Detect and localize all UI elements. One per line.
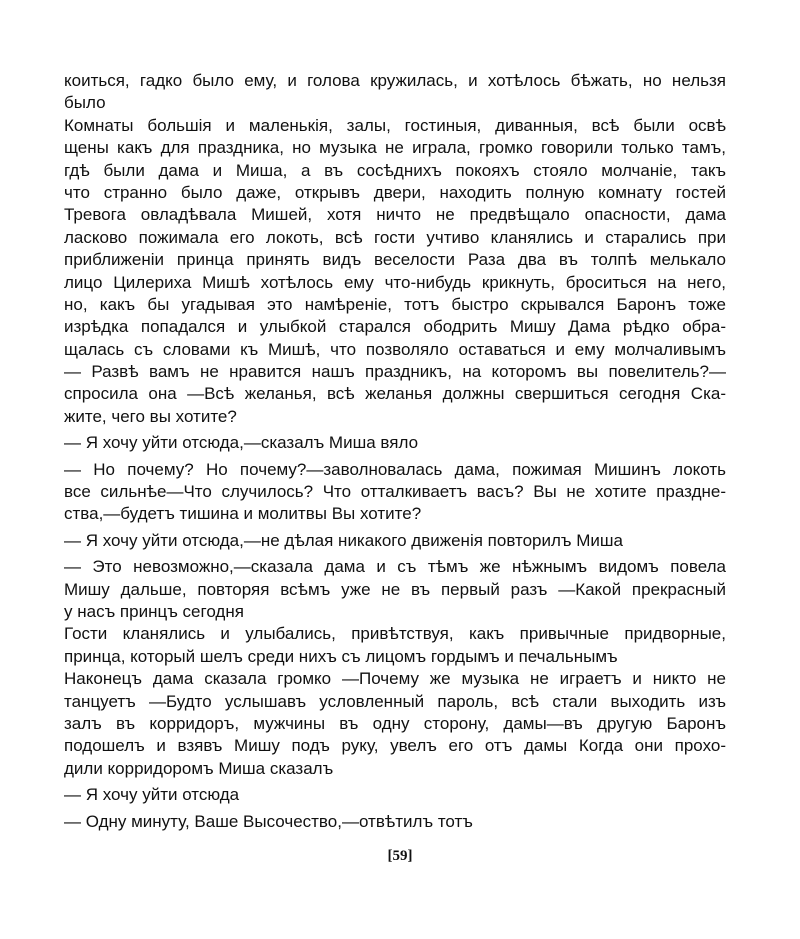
text-line: но, какъ бы угадывая это намѣренiе, тотъ быстро скрывался Баронъ тоже	[64, 294, 726, 314]
text-line: щены какъ для праздника, но музыка не играла, громко говорили только тамъ,	[64, 138, 726, 158]
text-line: щалась съ словами къ Мишѣ, что позволяло оставаться и ему молчаливымъ	[64, 339, 726, 359]
text-line: изрѣдка попадался и улыбкой старался ободрить Мишу Дама рѣдко обра-	[64, 317, 726, 337]
text-line: — Я хочу уйти отсюда	[64, 785, 240, 805]
text-line: — Я хочу уйти отсюда,—не дѣлая никакого движенiя повторилъ Миша	[64, 530, 623, 550]
text-line: Наконецъ дама сказала громко —Почему же музыка не играетъ и никто не	[64, 669, 726, 689]
text-line: было	[64, 93, 106, 113]
text-line: Тревога овладѣвала Мишей, хотя ничто не предвѣщало опасности, дама	[64, 205, 726, 225]
text-line: ства,—будетъ тишина и молитвы Вы хотите?	[64, 504, 422, 524]
text-line: жите, чего вы хотите?	[64, 406, 237, 426]
text-line: приближенiи принца принять видъ веселости Раза два въ толпѣ мелькало	[64, 250, 726, 270]
text-line: лицо Цилериха Мишѣ хотѣлось ему что-нибудь крикнуть, броситься на него,	[64, 272, 726, 292]
text-line: принца, который шелъ среди нихъ съ лицомъ гордымъ и печальнымъ	[64, 646, 618, 666]
text-line: гдѣ были дама и Миша, а въ сосѣднихъ покояхъ стояло молчанiе, такъ	[64, 160, 726, 180]
text-line: спросила она —Всѣ желанья, всѣ желанья должны свершиться сегодня Ска-	[64, 384, 726, 404]
text-line: — Я хочу уйти отсюда,—сказалъ Миша вяло	[64, 433, 419, 453]
text-line: — Это невозможно,—сказала дама и съ тѣмъ же нѣжнымъ видомъ повела	[64, 557, 726, 577]
text-line: ласково пожимала его локоть, всѣ гости учтиво кланялись и старались при	[64, 227, 726, 247]
text-line: дили корридоромъ Миша сказалъ	[64, 758, 334, 778]
text-line: подошелъ и взявъ Мишу подъ руку, увелъ его отъ дамы Когда они прохо-	[64, 736, 726, 756]
text-line: Мишу дальше, повторяя всѣмъ уже не въ первый разъ —Какой прекрасный	[64, 579, 726, 599]
text-line: залъ въ корридоръ, мужчины въ одну сторону, дамы—въ другую Баронъ	[64, 713, 726, 733]
text-line: — Развѣ вамъ не нравится нашъ праздникъ, на которомъ вы повелитель?—	[64, 362, 726, 382]
text-line: — Одну минуту, Ваше Высочество,—отвѣтилъ тотъ	[64, 811, 473, 831]
text-line: что странно было даже, открывъ двери, находить полную комнату гостей	[64, 182, 726, 202]
text-line: коиться, гадко было ему, и голова кружилась, и хотѣлось бѣжать, но нельзя	[64, 71, 726, 90]
text-line: Гости кланялись и улыбались, привѣтствуя, какъ привычные придворные,	[64, 624, 726, 644]
page-body-text	[64, 70, 726, 833]
text-line: у насъ принцъ сегодня	[64, 601, 244, 621]
text-line: танцуетъ —Будто услышавъ условленный пароль, всѣ стали выходить изъ	[64, 691, 726, 711]
text-line: — Но почему? Но почему?—заволновалась дама, пожимая Мишинъ локоть	[64, 459, 726, 479]
text-line: Комнаты большiя и маленькiя, залы, гостиныя, диванныя, всѣ были освѣ	[64, 115, 726, 135]
text-line: все сильнѣе—Что случилось? Что отталкиваетъ васъ? Вы не хотите праздне-	[64, 482, 726, 502]
page-number: [59]	[387, 848, 413, 864]
